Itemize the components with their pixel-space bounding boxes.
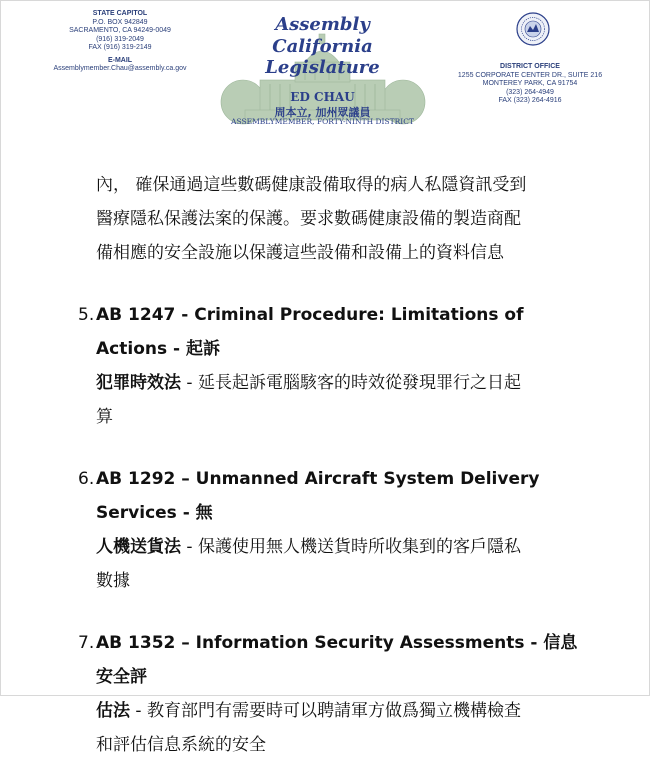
email-address: Assemblymember.Chau@assembly.ca.gov [53, 65, 187, 72]
bill-title-cont: 估法 [96, 701, 130, 721]
district-line: 1255 CORPORATE CENTER DR., SUITE 216 [457, 71, 603, 79]
capitol-address-block [40, 10, 200, 74]
bill-title: AB 1292 – Unmanned Aircraft System Delivery Services - 無 [96, 469, 540, 523]
document-body [60, 168, 590, 762]
district-office-block [440, 63, 620, 106]
district-office-heading: DISTRICT OFFICE [500, 63, 560, 70]
continuation-paragraph [60, 168, 590, 270]
list-item-5 [60, 298, 590, 434]
capitol-heading: STATE CAPITOL [92, 10, 148, 17]
bill-title: AB 1352 – Information Security Assessments - 信息安全評 [96, 633, 578, 687]
district-title: ASSEMBLYMEMBER, FORTY-NINTH DISTRICT [231, 117, 414, 126]
district-line: MONTEREY PARK, CA 91754 [482, 80, 578, 87]
item-number: 6. [78, 469, 95, 489]
bill-description: - 教育部門有需要時可以聘請軍方做爲獨立機構檢查 [130, 701, 521, 721]
district-line: FAX (323) 264-4916 [498, 97, 562, 104]
capitol-line: FAX (916) 319-2149 [88, 44, 152, 51]
bill-description: - 保護使用無人機送貨時所收集到的客戶隱私 [181, 537, 521, 557]
capitol-line: SACRAMENTO, CA 94249-0049 [69, 27, 171, 34]
item-number: 7. [78, 633, 95, 653]
title-assembly: Assembly [275, 14, 370, 35]
bill-description-cont: 和評估信息系統的安全 [96, 735, 266, 755]
member-name: ED CHAU [290, 90, 355, 104]
member-name-chinese: 周本立, 加州眾議員 [274, 106, 371, 119]
list-item-6 [60, 462, 590, 598]
capitol-line: (916) 319-2049 [96, 35, 144, 43]
bill-title: AB 1247 - Criminal Procedure: Limitations of Actions - 起訴 [96, 305, 524, 359]
text-line: 醫療隱私保護法案的保護。要求數碼健康設備的製造商配 [96, 209, 521, 229]
state-seal-icon [516, 12, 550, 46]
email-heading: E-MAIL [107, 56, 133, 64]
bill-description: - 延長起訴電腦駭客的時效從發現罪行之日起 [181, 373, 521, 393]
list-item-7 [60, 626, 590, 762]
bill-title-cont: 人機送貨法 [96, 537, 181, 557]
bill-title-cont: 犯罪時效法 [96, 373, 181, 393]
text-line: 內， 確保通過這些數碼健康設備取得的病人私隱資訊受到 [96, 175, 527, 195]
capitol-line: P.O. BOX 942849 [92, 18, 148, 26]
bill-description-cont: 算 [96, 407, 113, 427]
text-line: 備相應的安全設施以保護這些設備和設備上的資料信息 [96, 243, 504, 263]
item-number: 5. [78, 305, 95, 325]
title-legislature: California Legislature [265, 36, 380, 78]
district-line: (323) 264-4949 [506, 88, 554, 96]
letterhead-logo [215, 12, 430, 130]
bill-description-cont: 數據 [96, 571, 130, 591]
